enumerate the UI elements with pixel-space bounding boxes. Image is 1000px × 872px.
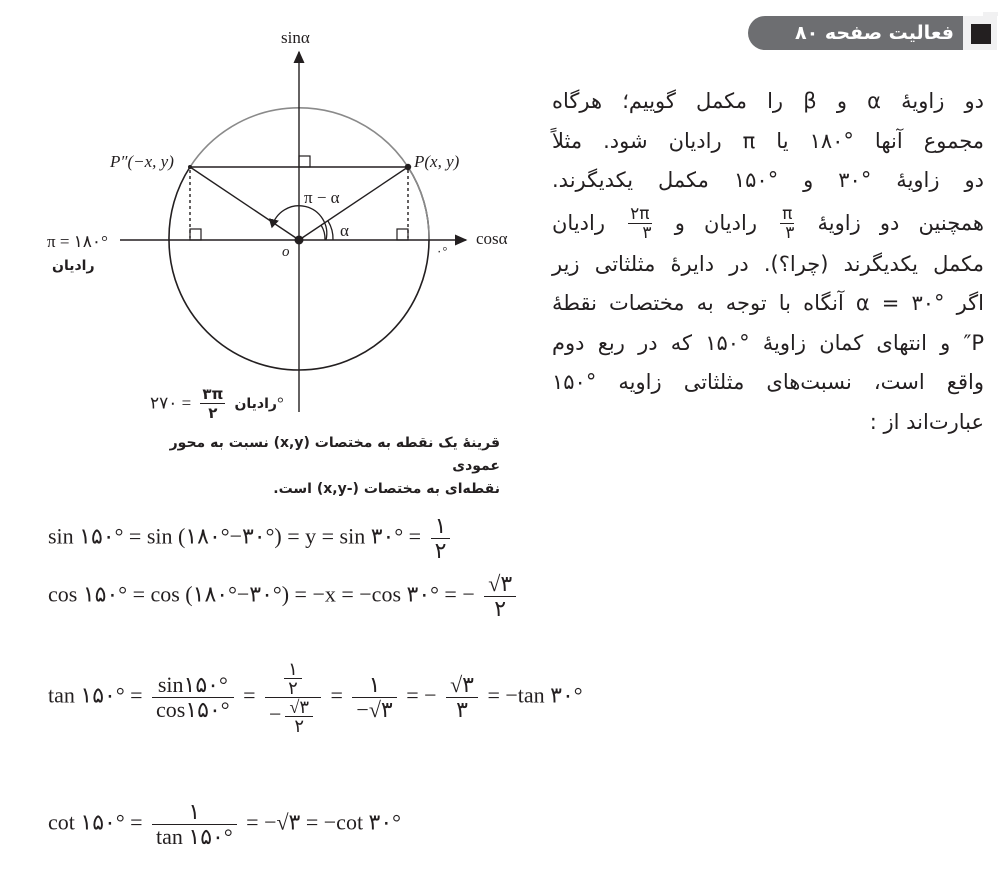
denominator: −√۳ xyxy=(356,697,393,722)
paragraph-line: دو زاویهٔ α و β را مکمل گوییم؛ هرگاه xyxy=(552,89,984,113)
alpha-label: α xyxy=(340,221,349,240)
cot-tail: = −√۳ = −cot ۳۰° xyxy=(246,809,401,835)
denominator: cos۱۵۰° xyxy=(156,697,230,722)
denominator: ۲ xyxy=(294,716,305,736)
numerator: π xyxy=(782,204,793,224)
pi-label: π = ۱۸۰° xyxy=(47,232,108,251)
fraction-2pi-over-3 xyxy=(628,205,651,242)
numerator: ۱ xyxy=(152,800,237,825)
point-p2 xyxy=(188,165,192,169)
fraction-pi-over-3 xyxy=(780,205,794,242)
tan-tail: = −tan ۳۰° xyxy=(487,682,583,708)
right-angle-mark xyxy=(299,156,310,167)
equals: = xyxy=(330,682,343,708)
point-p xyxy=(405,164,411,170)
unit-circle-diagram xyxy=(0,0,560,430)
numerator: √۳ xyxy=(484,572,516,597)
one-over-neg-sqrt3 xyxy=(352,673,396,722)
point-p-label: P(x, y) xyxy=(414,152,460,171)
cot-lhs: cot ۱۵۰° = xyxy=(48,809,143,835)
one-over-tan-fraction xyxy=(152,800,237,849)
cos-result-fraction xyxy=(484,572,516,621)
equation-sin xyxy=(48,514,454,563)
pi-minus-alpha-label: π − α xyxy=(304,188,340,207)
denominator: ۳ xyxy=(642,223,652,243)
radius-p2 xyxy=(190,167,299,240)
text-segment: رادیان xyxy=(552,210,605,235)
denominator: tan ۱۵۰° xyxy=(156,824,233,849)
numerator: ۱ xyxy=(431,514,451,539)
zero-degree-label: ۰° xyxy=(436,244,448,258)
sin-expression: sin ۱۵۰° = sin (۱۸۰°−۳۰°) = y = sin ۳۰° = xyxy=(48,523,422,549)
paragraph-line: اگر °۳۰ = α آنگاه با توجه به مختصات نقطهٔ xyxy=(552,291,985,315)
square-bullet-icon xyxy=(971,24,991,44)
numerator: ۱ xyxy=(284,660,302,679)
denominator: ۳ xyxy=(456,697,468,722)
cos-expression: cos ۱۵۰° = cos (۱۸۰°−۳۰°) = −x = −cos ۳۰° = − xyxy=(48,581,475,607)
activity-paragraph xyxy=(552,82,984,442)
denominator: ۲ xyxy=(434,538,447,563)
sqrt3-over-2-fraction xyxy=(285,698,313,735)
denominator: ۲ xyxy=(208,404,218,422)
tan-sin-over-cos xyxy=(152,673,234,722)
caption-line: نقطه‌ای به مختصات (-x,y) است. xyxy=(273,481,500,497)
text-segment: رادیان و xyxy=(674,210,757,235)
paragraph-line-fractions xyxy=(552,201,984,245)
badge-title: فعالیت صفحه ۸۰ xyxy=(795,22,954,44)
compound-numerator xyxy=(265,660,321,698)
three-pi-unit: رادیان xyxy=(234,395,277,412)
sqrt3-over-3 xyxy=(446,673,478,722)
three-pi-over-two-label xyxy=(150,385,284,422)
numerator: √۳ xyxy=(446,673,478,698)
paragraph-line: مجموع آنها °۱۸۰ یا π رادیان شود. مثلاً xyxy=(552,128,985,153)
right-angle-mark xyxy=(397,229,408,240)
origin-label: o xyxy=(282,244,290,260)
tan-lhs: tan ۱۵۰° = xyxy=(48,682,143,708)
numerator: ۲π xyxy=(630,204,650,224)
origin-point xyxy=(295,236,304,245)
half-fraction xyxy=(284,660,302,697)
numerator: ۱ xyxy=(352,673,396,698)
equals: = xyxy=(243,682,256,708)
diagram-caption xyxy=(150,432,500,501)
pi-unit-label: رادیان xyxy=(52,258,95,274)
minus-sign: − xyxy=(269,701,282,727)
paragraph-line: واقع است، نسبت‌های مثلثاتی زاویه °۱۵۰ xyxy=(552,370,984,394)
point-p2-label: P″(−x, y) xyxy=(110,152,174,171)
circle-right-upper xyxy=(408,167,429,240)
numerator: sin۱۵۰° xyxy=(152,673,234,698)
text-segment: همچنین دو زاویهٔ xyxy=(817,210,984,235)
compound-denominator xyxy=(265,698,321,735)
right-angle-mark xyxy=(190,229,201,240)
paragraph-line: دو زاویهٔ °۳۰ و °۱۵۰ مکمل یکدیگرند. xyxy=(552,168,984,192)
equation-cot xyxy=(48,800,401,849)
tan-compound-fraction xyxy=(265,660,321,735)
paragraph-line-last: عبارت‌اند از : xyxy=(869,409,984,434)
equals-minus: = − xyxy=(406,682,437,708)
equation-tan xyxy=(48,660,583,735)
x-axis-label: cosα xyxy=(476,229,508,248)
sin-result-fraction xyxy=(431,514,451,563)
three-pi-equals: = ۲۷۰° xyxy=(150,393,284,413)
paragraph-line: P″ و انتهای کمان زاویهٔ °۱۵۰ که در ربع دوم xyxy=(552,330,985,355)
three-pi-over-two-fraction xyxy=(200,385,225,422)
paragraph-line: مکمل یکدیگرند (چرا؟). در دایرهٔ مثلثاتی زیر xyxy=(552,251,984,276)
numerator: ۳π xyxy=(202,385,224,403)
denominator: ۳ xyxy=(785,223,795,243)
denominator: ۲ xyxy=(288,678,298,698)
alpha-arc xyxy=(321,225,325,240)
caption-line: قرینهٔ یک نقطه به مختصات (x,y) نسبت به محور عمودی xyxy=(169,435,500,474)
y-axis-label: sinα xyxy=(281,28,310,47)
denominator: ۲ xyxy=(494,596,507,621)
equation-cos xyxy=(48,572,520,621)
numerator: √۳ xyxy=(285,698,313,717)
activity-badge xyxy=(748,12,998,56)
alpha-arc-2 xyxy=(328,221,333,240)
